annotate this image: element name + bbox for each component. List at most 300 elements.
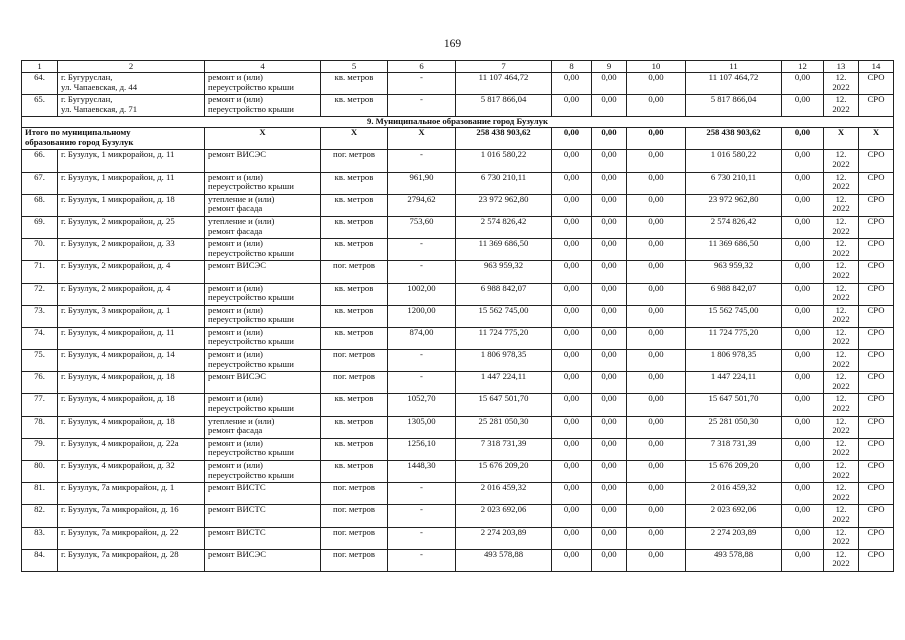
total-date: Х — [824, 128, 859, 150]
row-unit: пог. метров — [321, 261, 388, 283]
table-row — [22, 483, 894, 505]
row-address: г. Бузулук, 7а микрорайон, д. 28 — [58, 549, 205, 571]
table-row — [22, 73, 894, 95]
row-total-cost: 5 817 866,04 — [456, 95, 552, 117]
row-col11: 11 724 775,20 — [686, 327, 782, 349]
row-col8: 0,00 — [552, 95, 592, 117]
table-row — [22, 461, 894, 483]
row-source: СРО — [859, 239, 894, 261]
table-row — [22, 438, 894, 460]
total-col8: 0,00 — [552, 128, 592, 150]
row-number: 83. — [22, 527, 58, 549]
row-address: г. Бузулук, 1 микрорайон, д. 11 — [58, 150, 205, 172]
row-address: г. Бузулук, 4 микрорайон, д. 18 — [58, 372, 205, 394]
row-unit: пог. метров — [321, 350, 388, 372]
row-col9: 0,00 — [592, 505, 627, 527]
row-source: СРО — [859, 261, 894, 283]
row-col9: 0,00 — [592, 372, 627, 394]
row-total-cost: 7 318 731,39 — [456, 438, 552, 460]
row-address: г. Бузулук, 4 микрорайон, д. 11 — [58, 327, 205, 349]
row-total-cost: 15 647 501,70 — [456, 394, 552, 416]
row-address: г. Бугуруслан, ул. Чапаевская, д. 71 — [58, 95, 205, 117]
row-number: 64. — [22, 73, 58, 95]
row-date: 12. 2022 — [824, 305, 859, 327]
row-col9: 0,00 — [592, 216, 627, 238]
row-source: СРО — [859, 283, 894, 305]
row-col12: 0,00 — [782, 305, 824, 327]
row-address: г. Бузулук, 7а микрорайон, д. 1 — [58, 483, 205, 505]
row-total-cost: 11 107 464,72 — [456, 73, 552, 95]
row-col11: 11 369 686,50 — [686, 239, 782, 261]
column-header: 6 — [388, 61, 456, 73]
row-number: 68. — [22, 194, 58, 216]
row-source: СРО — [859, 483, 894, 505]
row-col9: 0,00 — [592, 305, 627, 327]
row-quantity: - — [388, 95, 456, 117]
row-date: 12. 2022 — [824, 73, 859, 95]
row-quantity: 1256,10 — [388, 438, 456, 460]
row-total-cost: 6 988 842,07 — [456, 283, 552, 305]
row-col8: 0,00 — [552, 172, 592, 194]
row-source: СРО — [859, 505, 894, 527]
row-col9: 0,00 — [592, 438, 627, 460]
row-col12: 0,00 — [782, 283, 824, 305]
row-col11: 2 574 826,42 — [686, 216, 782, 238]
row-number: 72. — [22, 283, 58, 305]
row-source: СРО — [859, 194, 894, 216]
row-address: г. Бузулук, 2 микрорайон, д. 4 — [58, 283, 205, 305]
row-number: 84. — [22, 549, 58, 571]
row-work-type: ремонт ВИСЭС — [205, 549, 321, 571]
row-col9: 0,00 — [592, 416, 627, 438]
row-date: 12. 2022 — [824, 372, 859, 394]
row-col12: 0,00 — [782, 505, 824, 527]
row-date: 12. 2022 — [824, 416, 859, 438]
row-address: г. Бузулук, 2 микрорайон, д. 25 — [58, 216, 205, 238]
row-quantity: - — [388, 505, 456, 527]
row-col9: 0,00 — [592, 483, 627, 505]
row-col12: 0,00 — [782, 527, 824, 549]
table-row — [22, 172, 894, 194]
row-col8: 0,00 — [552, 261, 592, 283]
row-work-type: ремонт и (или) переустройство крыши — [205, 438, 321, 460]
row-number: 78. — [22, 416, 58, 438]
row-col9: 0,00 — [592, 150, 627, 172]
row-work-type: ремонт и (или) переустройство крыши — [205, 283, 321, 305]
row-col12: 0,00 — [782, 73, 824, 95]
row-col12: 0,00 — [782, 350, 824, 372]
column-header: 10 — [627, 61, 686, 73]
table-row — [22, 216, 894, 238]
row-col10: 0,00 — [627, 505, 686, 527]
row-total-cost: 2 574 826,42 — [456, 216, 552, 238]
total-work: Х — [205, 128, 321, 150]
row-total-cost: 963 959,32 — [456, 261, 552, 283]
row-col9: 0,00 — [592, 261, 627, 283]
row-date: 12. 2022 — [824, 527, 859, 549]
row-total-cost: 15 676 209,20 — [456, 461, 552, 483]
table-body-top — [22, 73, 894, 117]
row-col9: 0,00 — [592, 172, 627, 194]
row-col8: 0,00 — [552, 350, 592, 372]
row-col10: 0,00 — [627, 194, 686, 216]
row-work-type: ремонт и (или) переустройство крыши — [205, 461, 321, 483]
table-row — [22, 394, 894, 416]
row-work-type: ремонт ВИСТС — [205, 483, 321, 505]
table-row — [22, 194, 894, 216]
table-row — [22, 150, 894, 172]
row-date: 12. 2022 — [824, 216, 859, 238]
row-col11: 963 959,32 — [686, 261, 782, 283]
row-col8: 0,00 — [552, 372, 592, 394]
table-row — [22, 372, 894, 394]
row-col11: 25 281 050,30 — [686, 416, 782, 438]
table-row — [22, 527, 894, 549]
row-address: г. Бузулук, 2 микрорайон, д. 4 — [58, 261, 205, 283]
table-row — [22, 261, 894, 283]
row-col8: 0,00 — [552, 527, 592, 549]
row-col11: 6 730 210,11 — [686, 172, 782, 194]
row-quantity: 1448,30 — [388, 461, 456, 483]
row-col10: 0,00 — [627, 150, 686, 172]
row-unit: кв. метров — [321, 216, 388, 238]
column-header: 8 — [552, 61, 592, 73]
table-row — [22, 549, 894, 571]
row-col8: 0,00 — [552, 483, 592, 505]
row-work-type: ремонт и (или) переустройство крыши — [205, 239, 321, 261]
row-address: г. Бузулук, 4 микрорайон, д. 32 — [58, 461, 205, 483]
row-unit: пог. метров — [321, 527, 388, 549]
total-row — [22, 128, 894, 150]
row-col11: 5 817 866,04 — [686, 95, 782, 117]
row-col8: 0,00 — [552, 73, 592, 95]
row-address: г. Бузулук, 3 микрорайон, д. 1 — [58, 305, 205, 327]
row-work-type: ремонт и (или) переустройство крыши — [205, 394, 321, 416]
row-col9: 0,00 — [592, 73, 627, 95]
row-col8: 0,00 — [552, 505, 592, 527]
row-col11: 1 016 580,22 — [686, 150, 782, 172]
table-row — [22, 305, 894, 327]
row-number: 75. — [22, 350, 58, 372]
row-date: 12. 2022 — [824, 350, 859, 372]
row-col9: 0,00 — [592, 394, 627, 416]
row-quantity: - — [388, 372, 456, 394]
row-col12: 0,00 — [782, 549, 824, 571]
row-col10: 0,00 — [627, 438, 686, 460]
row-col11: 1 447 224,11 — [686, 372, 782, 394]
row-source: СРО — [859, 350, 894, 372]
total-col12: 0,00 — [782, 128, 824, 150]
row-col8: 0,00 — [552, 216, 592, 238]
section-row — [22, 117, 894, 128]
row-col11: 23 972 962,80 — [686, 194, 782, 216]
row-col12: 0,00 — [782, 483, 824, 505]
row-unit: кв. метров — [321, 305, 388, 327]
row-number: 69. — [22, 216, 58, 238]
row-col10: 0,00 — [627, 372, 686, 394]
total-source: Х — [859, 128, 894, 150]
total-qty: Х — [388, 128, 456, 150]
row-date: 12. 2022 — [824, 394, 859, 416]
table-body-section — [22, 117, 894, 150]
row-unit: кв. метров — [321, 283, 388, 305]
row-col10: 0,00 — [627, 305, 686, 327]
row-unit: кв. метров — [321, 327, 388, 349]
row-col8: 0,00 — [552, 194, 592, 216]
row-quantity: 753,60 — [388, 216, 456, 238]
row-quantity: 1002,00 — [388, 283, 456, 305]
row-col10: 0,00 — [627, 283, 686, 305]
row-col8: 0,00 — [552, 305, 592, 327]
column-header: 1 — [22, 61, 58, 73]
row-unit: кв. метров — [321, 416, 388, 438]
row-col12: 0,00 — [782, 172, 824, 194]
row-total-cost: 15 562 745,00 — [456, 305, 552, 327]
row-col8: 0,00 — [552, 416, 592, 438]
total-col9: 0,00 — [592, 128, 627, 150]
row-col11: 6 988 842,07 — [686, 283, 782, 305]
row-date: 12. 2022 — [824, 483, 859, 505]
row-number: 79. — [22, 438, 58, 460]
row-number: 70. — [22, 239, 58, 261]
row-date: 12. 2022 — [824, 549, 859, 571]
total-col10: 0,00 — [627, 128, 686, 150]
row-number: 74. — [22, 327, 58, 349]
row-date: 12. 2022 — [824, 327, 859, 349]
row-col10: 0,00 — [627, 73, 686, 95]
row-work-type: ремонт и (или) переустройство крыши — [205, 73, 321, 95]
row-source: СРО — [859, 461, 894, 483]
row-col12: 0,00 — [782, 239, 824, 261]
table-row — [22, 239, 894, 261]
column-header: 5 — [321, 61, 388, 73]
table-row — [22, 505, 894, 527]
row-source: СРО — [859, 305, 894, 327]
row-col9: 0,00 — [592, 461, 627, 483]
column-header: 12 — [782, 61, 824, 73]
row-col10: 0,00 — [627, 483, 686, 505]
row-quantity: - — [388, 350, 456, 372]
row-col10: 0,00 — [627, 549, 686, 571]
row-number: 82. — [22, 505, 58, 527]
row-col11: 2 016 459,32 — [686, 483, 782, 505]
row-work-type: ремонт и (или) переустройство крыши — [205, 172, 321, 194]
row-col12: 0,00 — [782, 194, 824, 216]
row-quantity: 961,90 — [388, 172, 456, 194]
row-quantity: - — [388, 483, 456, 505]
total-cost: 258 438 903,62 — [456, 128, 552, 150]
row-work-type: ремонт ВИСЭС — [205, 150, 321, 172]
table-row — [22, 350, 894, 372]
section-title: 9. Муниципальное образование город Бузулук — [22, 117, 894, 128]
row-unit: кв. метров — [321, 461, 388, 483]
row-date: 12. 2022 — [824, 95, 859, 117]
row-quantity: 874,00 — [388, 327, 456, 349]
row-work-type: утепление и (или) ремонт фасада — [205, 216, 321, 238]
repair-register-table — [21, 60, 894, 572]
row-col10: 0,00 — [627, 95, 686, 117]
row-work-type: ремонт ВИСТС — [205, 527, 321, 549]
row-number: 81. — [22, 483, 58, 505]
row-quantity: - — [388, 239, 456, 261]
row-date: 12. 2022 — [824, 283, 859, 305]
row-col9: 0,00 — [592, 527, 627, 549]
row-col12: 0,00 — [782, 216, 824, 238]
row-col12: 0,00 — [782, 438, 824, 460]
row-address: г. Бузулук, 4 микрорайон, д. 14 — [58, 350, 205, 372]
row-col12: 0,00 — [782, 394, 824, 416]
row-unit: кв. метров — [321, 239, 388, 261]
row-col9: 0,00 — [592, 327, 627, 349]
row-total-cost: 2 023 692,06 — [456, 505, 552, 527]
row-col10: 0,00 — [627, 239, 686, 261]
row-date: 12. 2022 — [824, 505, 859, 527]
total-unit: Х — [321, 128, 388, 150]
row-source: СРО — [859, 73, 894, 95]
column-header: 4 — [205, 61, 321, 73]
row-col11: 15 562 745,00 — [686, 305, 782, 327]
row-source: СРО — [859, 172, 894, 194]
column-header: 11 — [686, 61, 782, 73]
row-col10: 0,00 — [627, 327, 686, 349]
row-col10: 0,00 — [627, 216, 686, 238]
row-address: г. Бузулук, 4 микрорайон, д. 22а — [58, 438, 205, 460]
row-total-cost: 23 972 962,80 — [456, 194, 552, 216]
column-header: 14 — [859, 61, 894, 73]
row-work-type: ремонт и (или) переустройство крыши — [205, 327, 321, 349]
row-total-cost: 1 447 224,11 — [456, 372, 552, 394]
row-col11: 7 318 731,39 — [686, 438, 782, 460]
row-unit: пог. метров — [321, 549, 388, 571]
row-col12: 0,00 — [782, 327, 824, 349]
row-quantity: - — [388, 73, 456, 95]
row-col8: 0,00 — [552, 549, 592, 571]
row-total-cost: 11 369 686,50 — [456, 239, 552, 261]
row-total-cost: 2 016 459,32 — [456, 483, 552, 505]
row-col11: 11 107 464,72 — [686, 73, 782, 95]
row-total-cost: 1 016 580,22 — [456, 150, 552, 172]
row-date: 12. 2022 — [824, 239, 859, 261]
row-unit: кв. метров — [321, 95, 388, 117]
row-total-cost: 2 274 203,89 — [456, 527, 552, 549]
row-unit: пог. метров — [321, 150, 388, 172]
table-row — [22, 416, 894, 438]
row-address: г. Бузулук, 7а микрорайон, д. 16 — [58, 505, 205, 527]
row-quantity: 1305,00 — [388, 416, 456, 438]
row-col12: 0,00 — [782, 461, 824, 483]
row-address: г. Бузулук, 4 микрорайон, д. 18 — [58, 416, 205, 438]
row-unit: пог. метров — [321, 483, 388, 505]
row-total-cost: 6 730 210,11 — [456, 172, 552, 194]
row-number: 80. — [22, 461, 58, 483]
row-address: г. Бузулук, 7а микрорайон, д. 22 — [58, 527, 205, 549]
row-source: СРО — [859, 438, 894, 460]
column-header: 7 — [456, 61, 552, 73]
row-date: 12. 2022 — [824, 261, 859, 283]
row-quantity: 1052,70 — [388, 394, 456, 416]
row-col10: 0,00 — [627, 394, 686, 416]
row-col8: 0,00 — [552, 461, 592, 483]
table-row — [22, 95, 894, 117]
table-row — [22, 327, 894, 349]
row-col11: 2 023 692,06 — [686, 505, 782, 527]
row-date: 12. 2022 — [824, 172, 859, 194]
row-unit: кв. метров — [321, 438, 388, 460]
row-col12: 0,00 — [782, 261, 824, 283]
row-source: СРО — [859, 394, 894, 416]
row-col12: 0,00 — [782, 416, 824, 438]
row-unit: пог. метров — [321, 505, 388, 527]
row-col10: 0,00 — [627, 350, 686, 372]
row-number: 65. — [22, 95, 58, 117]
row-number: 66. — [22, 150, 58, 172]
row-col11: 493 578,88 — [686, 549, 782, 571]
row-source: СРО — [859, 327, 894, 349]
row-quantity: 1200,00 — [388, 305, 456, 327]
row-col10: 0,00 — [627, 172, 686, 194]
row-number: 67. — [22, 172, 58, 194]
row-quantity: - — [388, 549, 456, 571]
row-address: г. Бугуруслан, ул. Чапаевская, д. 44 — [58, 73, 205, 95]
row-work-type: ремонт и (или) переустройство крыши — [205, 95, 321, 117]
row-address: г. Бузулук, 1 микрорайон, д. 18 — [58, 194, 205, 216]
row-col9: 0,00 — [592, 350, 627, 372]
row-quantity: 2794,62 — [388, 194, 456, 216]
row-col10: 0,00 — [627, 416, 686, 438]
row-col11: 15 647 501,70 — [686, 394, 782, 416]
row-col8: 0,00 — [552, 327, 592, 349]
row-source: СРО — [859, 372, 894, 394]
row-col9: 0,00 — [592, 239, 627, 261]
row-col8: 0,00 — [552, 283, 592, 305]
row-address: г. Бузулук, 1 микрорайон, д. 11 — [58, 172, 205, 194]
row-total-cost: 11 724 775,20 — [456, 327, 552, 349]
row-source: СРО — [859, 150, 894, 172]
column-header: 2 — [58, 61, 205, 73]
row-unit: пог. метров — [321, 372, 388, 394]
row-work-type: ремонт и (или) переустройство крыши — [205, 305, 321, 327]
row-total-cost: 1 806 978,35 — [456, 350, 552, 372]
row-number: 76. — [22, 372, 58, 394]
row-col10: 0,00 — [627, 527, 686, 549]
row-col12: 0,00 — [782, 95, 824, 117]
row-col11: 15 676 209,20 — [686, 461, 782, 483]
row-quantity: - — [388, 527, 456, 549]
row-col9: 0,00 — [592, 95, 627, 117]
row-quantity: - — [388, 150, 456, 172]
row-unit: кв. метров — [321, 73, 388, 95]
page-number: 169 — [443, 38, 462, 50]
row-col10: 0,00 — [627, 461, 686, 483]
row-work-type: ремонт и (или) переустройство крыши — [205, 350, 321, 372]
row-col9: 0,00 — [592, 283, 627, 305]
row-col8: 0,00 — [552, 394, 592, 416]
row-col8: 0,00 — [552, 150, 592, 172]
row-col12: 0,00 — [782, 372, 824, 394]
row-work-type: утепление и (или) ремонт фасада — [205, 416, 321, 438]
row-col12: 0,00 — [782, 150, 824, 172]
row-source: СРО — [859, 216, 894, 238]
row-work-type: утепление и (или) ремонт фасада — [205, 194, 321, 216]
row-col11: 1 806 978,35 — [686, 350, 782, 372]
header-row — [22, 61, 894, 73]
row-source: СРО — [859, 549, 894, 571]
row-address: г. Бузулук, 4 микрорайон, д. 18 — [58, 394, 205, 416]
row-work-type: ремонт ВИСЭС — [205, 372, 321, 394]
row-number: 77. — [22, 394, 58, 416]
row-address: г. Бузулук, 2 микрорайон, д. 33 — [58, 239, 205, 261]
row-col11: 2 274 203,89 — [686, 527, 782, 549]
